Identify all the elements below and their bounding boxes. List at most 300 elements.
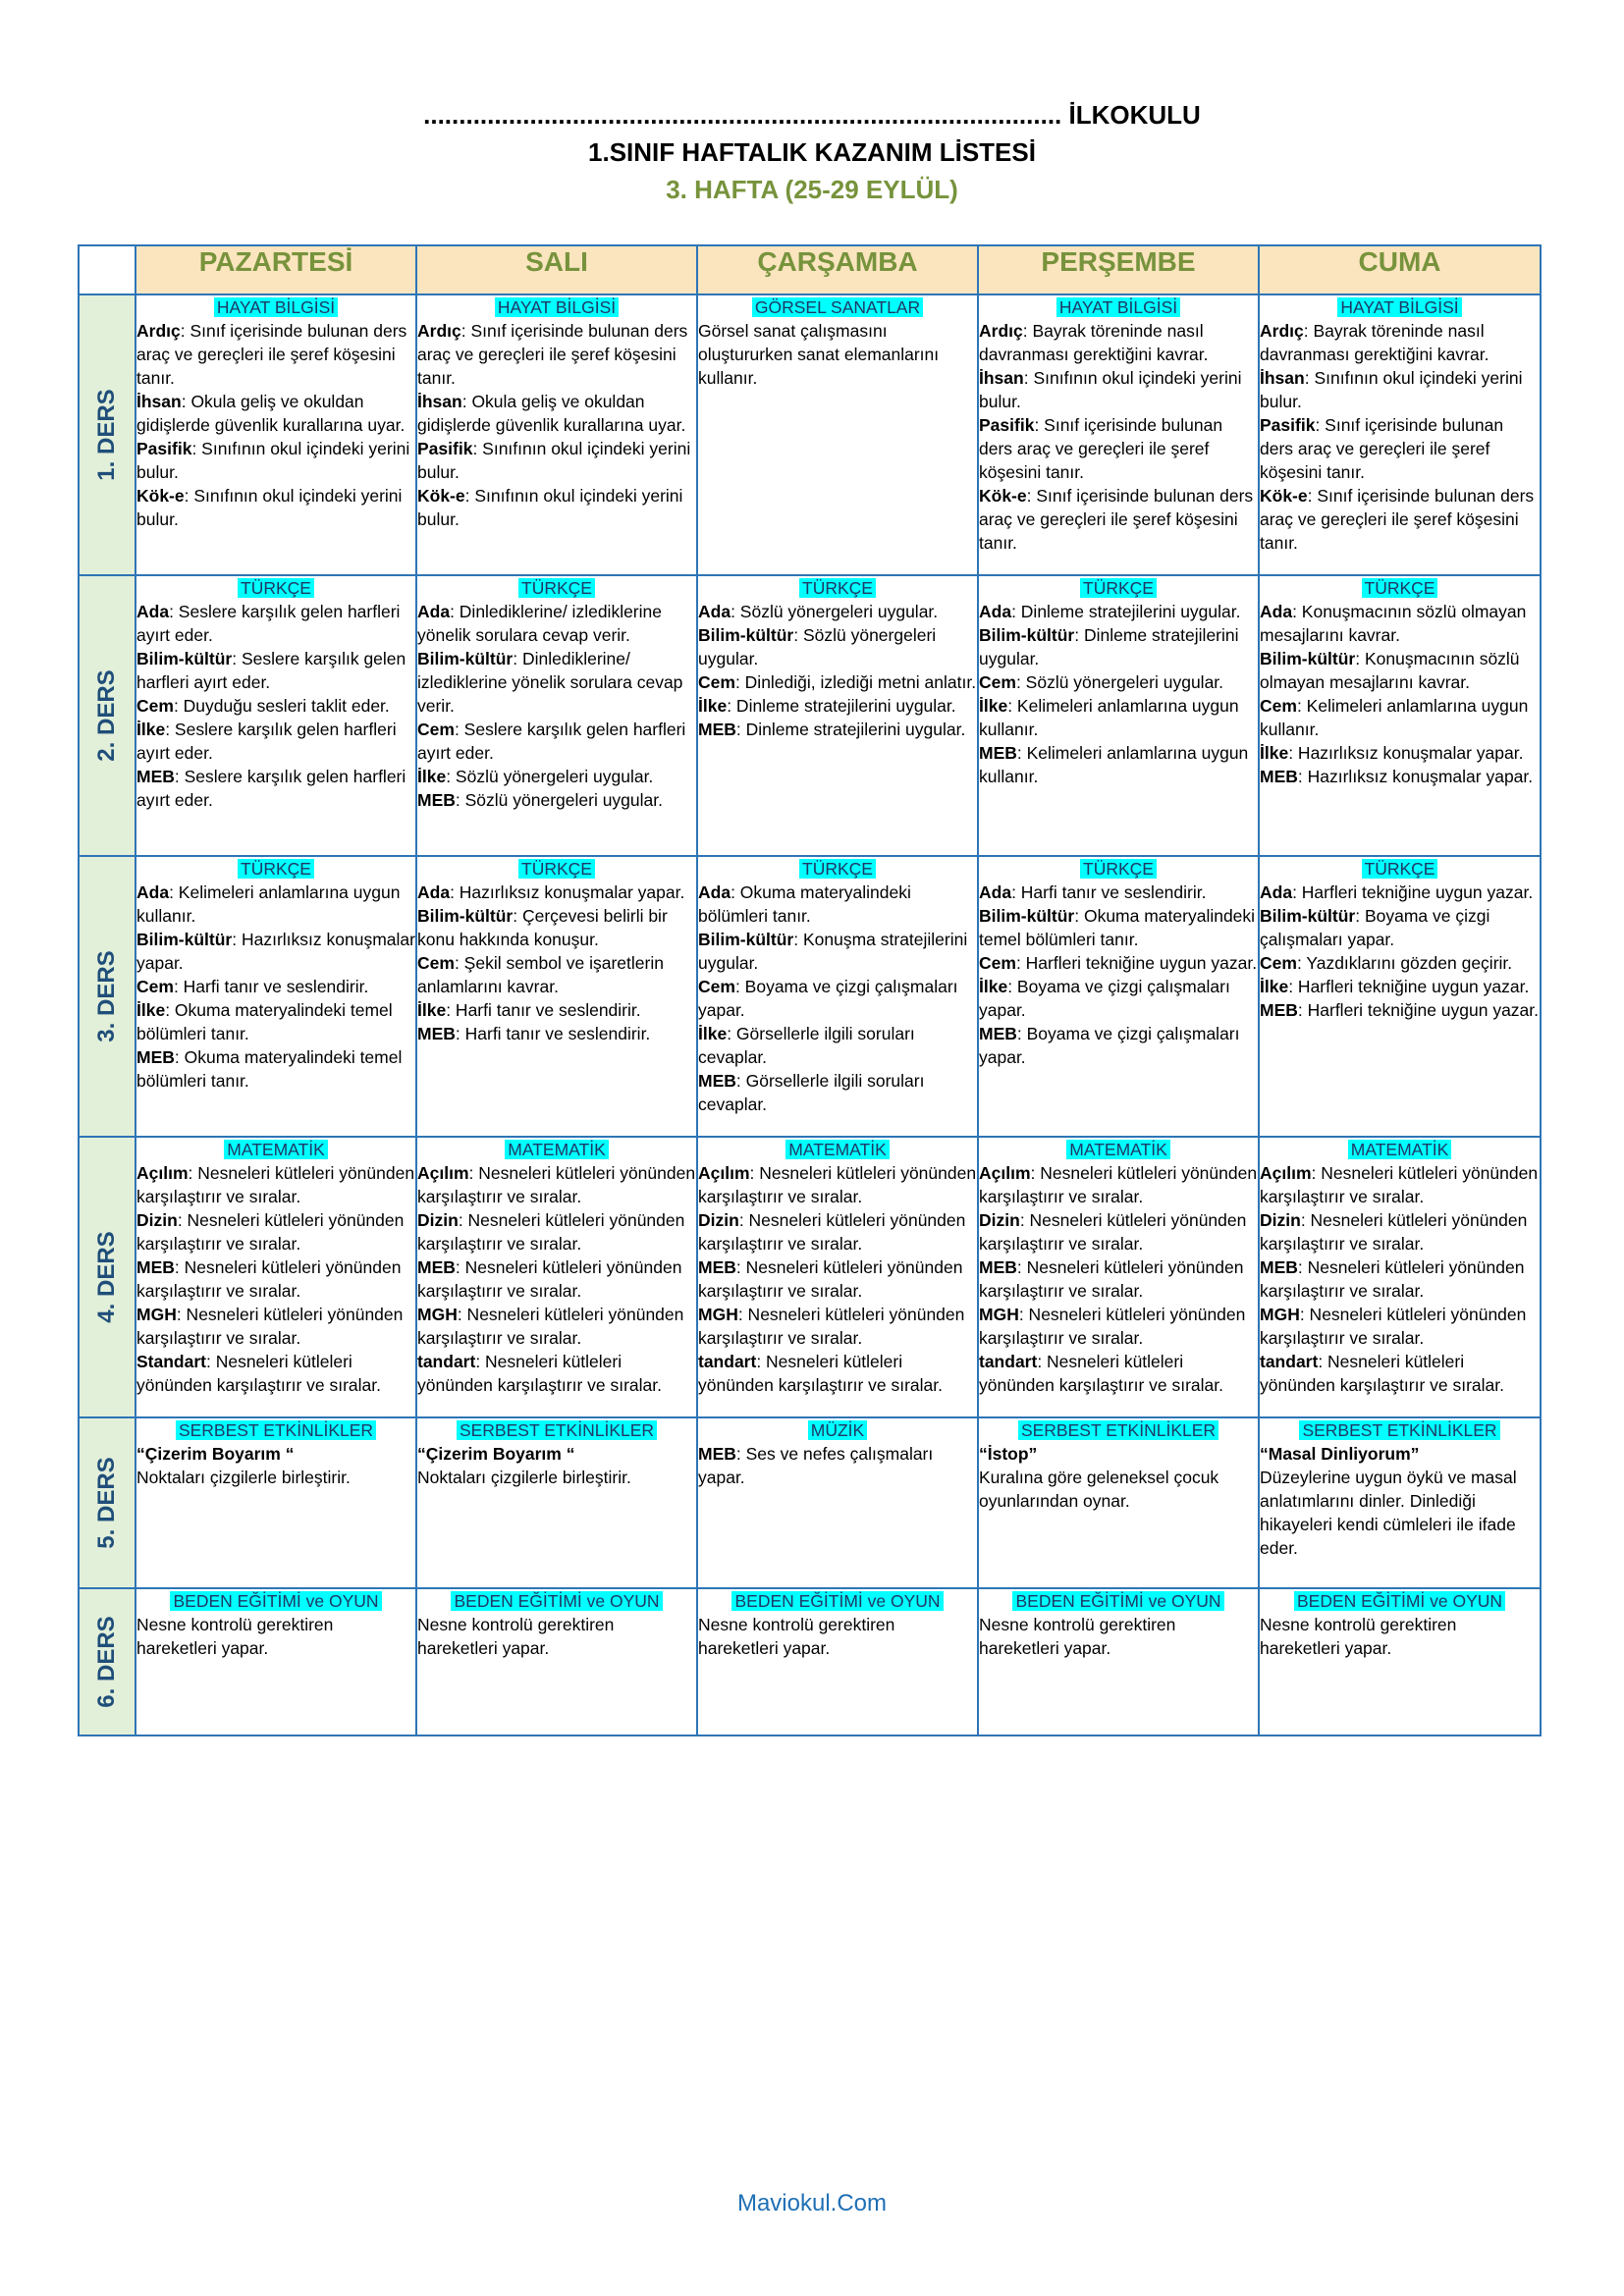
outcome-line <box>698 670 977 694</box>
outcome-line <box>136 1350 415 1397</box>
outcome-text: : Seslere karşılık gelen harfleri ayırt eder. <box>136 649 406 692</box>
day-header: ÇARŞAMBA <box>697 245 978 294</box>
outcome-line <box>979 484 1258 555</box>
school-name-blank: .......................................................................................... <box>423 100 1062 130</box>
source-name: İlke <box>136 1000 166 1020</box>
outcome-line <box>1260 1442 1540 1466</box>
subject-highlight: TÜRKÇE <box>238 578 314 598</box>
outcome-line <box>136 647 415 694</box>
source-name: Dizin <box>979 1210 1020 1230</box>
outcome-line <box>698 928 977 975</box>
outcome-text: : Kelimeleri anlamlarına uygun kullanır. <box>979 696 1239 739</box>
lesson-cell <box>135 294 416 575</box>
subject-label <box>1260 295 1540 319</box>
lesson-cell <box>416 1137 697 1417</box>
outcome-line <box>136 484 415 531</box>
outcome-line <box>1260 881 1540 904</box>
outcome-line <box>136 694 415 718</box>
subject-label <box>136 576 415 600</box>
source-name: Cem <box>417 953 455 973</box>
outcome-line <box>698 1613 977 1660</box>
lesson-cell <box>697 294 978 575</box>
outcome-line <box>417 904 696 951</box>
outcome-line <box>136 1303 415 1350</box>
outcome-text: : Nesneleri kütleleri yönünden karşılaştırır ve sıralar. <box>698 1257 963 1301</box>
source-name: MGH <box>1260 1305 1300 1324</box>
outcome-line <box>979 694 1258 741</box>
outcome-line <box>1260 366 1540 413</box>
lesson-label-cell <box>79 294 135 575</box>
outcome-line <box>979 1161 1258 1208</box>
outcome-text: : Harfi tanır ve seslendirir. <box>446 1000 641 1020</box>
lesson-cell <box>416 856 697 1137</box>
outcome-line <box>979 1255 1258 1303</box>
outcome-text: : Bayrak töreninde nasıl davranması gerektiğini kavrar. <box>1260 321 1489 364</box>
subject-highlight: TÜRKÇE <box>518 578 595 598</box>
outcome-text: : Nesneleri kütleleri yönünden karşılaştırır ve sıralar. <box>1260 1305 1527 1348</box>
source-name: İlke <box>979 696 1008 716</box>
outcome-text: : Nesneleri kütleleri yönünden karşılaştırır ve sıralar. <box>136 1210 405 1254</box>
outcome-text: Nesne kontrolü gerektiren hareketleri yapar. <box>136 1615 334 1658</box>
outcome-line <box>698 1161 977 1208</box>
source-name: tandart <box>698 1352 757 1371</box>
subject-label <box>136 1589 415 1613</box>
outcome-text: : Seslere karşılık gelen harfleri ayırt eder. <box>136 767 406 810</box>
outcome-line <box>1260 1613 1540 1660</box>
outcome-line <box>417 1022 696 1045</box>
outcome-line <box>136 998 415 1045</box>
outcome-line <box>979 975 1258 1022</box>
subject-label <box>698 1418 977 1442</box>
outcome-line <box>417 951 696 998</box>
source-name: Dizin <box>698 1210 739 1230</box>
outcome-text: : Harfleri tekniğine uygun yazar. <box>1288 977 1530 996</box>
outcome-text: Düzeylerine uygun öykü ve masal anlatımlarını dinler. Dinlediği hikayeleri kendi cümleleri ile ifade eder. <box>1260 1468 1517 1558</box>
source-name: İlke <box>417 767 447 786</box>
lesson-label-cell <box>79 1137 135 1417</box>
source-name: Cem <box>136 696 174 716</box>
source-name: Bilim-kültür <box>698 625 794 645</box>
subject-label <box>698 295 977 319</box>
outcome-text: : Hazırlıksız konuşmalar yapar. <box>1297 767 1534 786</box>
outcome-text: : Boyama ve çizgi çalışmaları yapar. <box>979 977 1230 1020</box>
source-name: “Masal Dinliyorum” <box>1260 1444 1420 1464</box>
outcome-line <box>1260 1161 1540 1208</box>
outcome-line <box>698 718 977 741</box>
source-name: Bilim-kültür <box>417 649 514 668</box>
source-name: MEB <box>136 767 175 786</box>
outcome-line <box>698 1350 977 1397</box>
outcome-text: : Çerçevesi belirli bir konu hakkında konuşur. <box>417 906 668 949</box>
outcome-line <box>979 1303 1258 1350</box>
outcome-line <box>1260 1303 1540 1350</box>
source-name: Açılım <box>417 1163 469 1183</box>
outcome-line <box>698 600 977 623</box>
outcome-line <box>136 390 415 437</box>
outcome-line <box>1260 741 1540 765</box>
lesson-cell <box>978 294 1259 575</box>
source-name: Bilim-kültür <box>417 906 514 926</box>
outcome-line <box>979 600 1258 623</box>
source-name: İhsan <box>979 368 1024 388</box>
subject-label <box>136 1138 415 1161</box>
outcome-text: : Okuma materyalindeki bölümleri tanır. <box>698 882 911 926</box>
subject-highlight: TÜRKÇE <box>1362 578 1438 598</box>
lesson-row <box>79 1588 1541 1735</box>
outcome-text: : Harfi tanır ve seslendirir. <box>1011 882 1207 902</box>
source-name: Ada <box>1260 882 1293 902</box>
outcome-text: : Boyama ve çizgi çalışmaları yapar. <box>1260 906 1490 949</box>
source-name: Bilim-kültür <box>979 906 1075 926</box>
source-name: İhsan <box>417 392 462 411</box>
source-name: Pasifik <box>136 439 192 458</box>
subject-highlight: TÜRKÇE <box>518 859 595 879</box>
source-name: MEB <box>698 1257 736 1277</box>
outcome-line <box>136 1161 415 1208</box>
outcome-text: : Harfleri tekniğine uygun yazar. <box>1015 953 1258 973</box>
source-name: İlke <box>698 1024 728 1043</box>
outcome-line <box>136 928 415 975</box>
outcome-line <box>417 1442 696 1466</box>
outcome-line <box>136 881 415 928</box>
outcome-text: Kuralına göre geleneksel çocuk oyunlarından oynar. <box>979 1468 1219 1511</box>
outcome-text: : Görsellerle ilgili soruları cevaplar. <box>698 1024 915 1067</box>
subject-highlight: SERBEST ETKİNLİKLER <box>176 1420 376 1440</box>
subject-highlight: HAYAT BİLGİSİ <box>214 297 338 317</box>
outcome-text: : Nesneleri kütleleri yönünden karşılaştırır ve sıralar. <box>417 1257 682 1301</box>
outcome-line <box>417 765 696 788</box>
subject-label <box>698 1138 977 1161</box>
outcome-text: : Nesneleri kütleleri yönünden karşılaştırır ve sıralar. <box>136 1257 402 1301</box>
outcome-line <box>417 1613 696 1660</box>
day-header: PERŞEMBE <box>978 245 1259 294</box>
source-name: “Çizerim Boyarım “ <box>417 1444 575 1464</box>
outcome-line <box>417 881 696 904</box>
source-name: İlke <box>698 696 728 716</box>
source-name: Cem <box>979 672 1016 692</box>
outcome-text: : Nesneleri kütleleri yönünden karşılaştırır ve sıralar. <box>979 1352 1223 1395</box>
footer-site: Maviokul.Com <box>736 2190 888 2216</box>
lesson-cell <box>1259 856 1541 1137</box>
source-name: Açılım <box>1260 1163 1312 1183</box>
schedule-table <box>78 244 1542 1736</box>
lesson-cell <box>978 575 1259 856</box>
outcome-text: : Okula geliş ve okuldan gidişlerde güvenlik kurallarına uyar. <box>417 392 686 435</box>
outcome-text: : Okula geliş ve okuldan gidişlerde güvenlik kurallarına uyar. <box>136 392 406 435</box>
source-name: Dizin <box>1260 1210 1301 1230</box>
outcome-text: : Harfleri tekniğine uygun yazar. <box>1297 1000 1540 1020</box>
lesson-cell <box>978 1588 1259 1735</box>
outcome-text: : Nesneleri kütleleri yönünden karşılaştırır ve sıralar. <box>136 1163 415 1206</box>
outcome-line <box>417 484 696 531</box>
source-name: MEB <box>136 1047 175 1067</box>
subject-label <box>417 1138 696 1161</box>
outcome-text: : Nesneleri kütleleri yönünden karşılaştırır ve sıralar. <box>698 1163 977 1206</box>
source-name: Ardıç <box>979 321 1023 341</box>
source-name: Dizin <box>136 1210 178 1230</box>
outcome-line <box>417 600 696 647</box>
outcome-text: : Sınıfının okul içindeki yerini bulur. <box>1260 368 1523 411</box>
outcome-line <box>136 1208 415 1255</box>
subject-label <box>1260 1418 1540 1442</box>
outcome-line <box>417 437 696 484</box>
subject-label <box>1260 576 1540 600</box>
source-name: Cem <box>417 720 455 739</box>
outcome-line <box>979 1613 1258 1660</box>
outcome-text: : Harfi tanır ve seslendirir. <box>173 977 369 996</box>
source-name: Cem <box>979 953 1016 973</box>
outcome-line <box>1260 951 1540 975</box>
outcome-line <box>1260 904 1540 951</box>
source-name: Bilim-kültür <box>698 930 794 949</box>
outcome-line <box>979 366 1258 413</box>
lesson-cell <box>1259 575 1541 856</box>
outcome-line <box>136 1442 415 1466</box>
subject-label <box>136 295 415 319</box>
outcome-line <box>417 1303 696 1350</box>
source-name: MEB <box>136 1257 175 1277</box>
outcome-text: : Nesneleri kütleleri yönünden karşılaştırır ve sıralar. <box>136 1352 381 1395</box>
subject-highlight: MATEMATİK <box>1066 1140 1170 1159</box>
lesson-cell <box>1259 1137 1541 1417</box>
outcome-text: : Sınıfının okul içindeki yerini bulur. <box>979 368 1242 411</box>
lesson-label: 4. DERS <box>93 1231 120 1323</box>
lesson-label: 6. DERS <box>93 1616 120 1708</box>
subject-highlight: TÜRKÇE <box>799 859 876 879</box>
outcome-line <box>417 1466 696 1489</box>
lesson-cell <box>697 1137 978 1417</box>
outcome-line <box>1260 413 1540 484</box>
outcome-text: : Nesneleri kütleleri yönünden karşılaştırır ve sıralar. <box>979 1210 1247 1254</box>
outcome-line <box>1260 694 1540 741</box>
outcome-text: : Boyama ve çizgi çalışmaları yapar. <box>979 1024 1240 1067</box>
source-name: İlke <box>1260 743 1289 763</box>
outcome-text: : Sınıf içerisinde bulunan ders araç ve gereçleri ile şeref köşesini tanır. <box>136 321 407 388</box>
source-name: MEB <box>698 1071 736 1091</box>
outcome-line <box>1260 1350 1540 1397</box>
outcome-line <box>698 1442 977 1489</box>
source-name: MEB <box>698 720 736 739</box>
lesson-cell <box>416 575 697 856</box>
lesson-row <box>79 1417 1541 1588</box>
source-name: Bilim-kültür <box>1260 649 1356 668</box>
subject-label <box>698 857 977 881</box>
outcome-text: : Sınıf içerisinde bulunan ders araç ve gereçleri ile şeref köşesini tanır. <box>417 321 688 388</box>
subject-highlight: MATEMATİK <box>224 1140 328 1159</box>
outcome-line <box>136 718 415 765</box>
outcome-text: : Duyduğu sesleri taklit eder. <box>173 696 390 716</box>
lesson-cell <box>416 1417 697 1588</box>
outcome-text: : Hazırlıksız konuşmalar yapar. <box>450 882 685 902</box>
outcome-text: : Sözlü yönergeleri uygular. <box>1015 672 1224 692</box>
outcome-text: : Harfi tanır ve seslendirir. <box>455 1024 651 1043</box>
outcome-line <box>417 788 696 812</box>
outcome-text: Nesne kontrolü gerektiren hareketleri yapar. <box>698 1615 895 1658</box>
outcome-text: : Nesneleri kütleleri yönünden karşılaştırır ve sıralar. <box>979 1163 1258 1206</box>
subject-label <box>979 295 1258 319</box>
source-name: Cem <box>1260 696 1297 716</box>
subject-label <box>417 857 696 881</box>
source-name: Ardıç <box>417 321 461 341</box>
outcome-line <box>1260 975 1540 998</box>
subject-label <box>979 1418 1258 1442</box>
outcome-text: : Dinlediklerine/ izlediklerine yönelik sorulara cevap verir. <box>417 649 683 716</box>
source-name: Ada <box>417 602 451 621</box>
lesson-cell <box>978 856 1259 1137</box>
outcome-text: : Nesneleri kütleleri yönünden karşılaştırır ve sıralar. <box>698 1210 966 1254</box>
source-name: Ada <box>136 882 170 902</box>
source-name: MEB <box>417 1024 456 1043</box>
subject-highlight: SERBEST ETKİNLİKLER <box>457 1420 657 1440</box>
outcome-line <box>979 904 1258 951</box>
subject-label <box>1260 857 1540 881</box>
source-name: Ada <box>1260 602 1293 621</box>
outcome-text: : Dinleme stratejilerini uygular. <box>735 720 966 739</box>
source-name: İhsan <box>136 392 182 411</box>
source-name: Ardıç <box>1260 321 1304 341</box>
outcome-text: : Nesneleri kütleleri yönünden karşılaştırır ve sıralar. <box>979 1305 1246 1348</box>
source-name: Pasifik <box>1260 415 1316 435</box>
source-name: MEB <box>979 743 1017 763</box>
week-title: 3. HAFTA (25-29 EYLÜL) <box>666 175 958 204</box>
outcome-line <box>698 1255 977 1303</box>
lesson-label-cell <box>79 575 135 856</box>
outcome-text: Noktaları çizgilerle birleştirir. <box>136 1468 351 1487</box>
subject-label <box>979 576 1258 600</box>
outcome-line <box>979 670 1258 694</box>
outcome-line <box>979 319 1258 366</box>
outcome-line <box>698 1303 977 1350</box>
outcome-text: : Kelimeleri anlamlarına uygun kullanır. <box>979 743 1249 786</box>
source-name: İlke <box>1260 977 1289 996</box>
outcome-text: : Nesneleri kütleleri yönünden karşılaştırır ve sıralar. <box>1260 1257 1525 1301</box>
source-name: tandart <box>1260 1352 1319 1371</box>
subject-label <box>417 295 696 319</box>
outcome-text: : Sınıf içerisinde bulunan ders araç ve gereçleri ile şeref köşesini tanır. <box>1260 415 1504 482</box>
outcome-line <box>136 319 415 390</box>
outcome-text: : Nesneleri kütleleri yönünden karşılaştırır ve sıralar. <box>1260 1210 1528 1254</box>
outcome-line <box>417 647 696 718</box>
outcome-text: : Boyama ve çizgi çalışmaları yapar. <box>698 977 958 1020</box>
subject-label <box>417 576 696 600</box>
outcome-text: : Şekil sembol ve işaretlerin anlamlarını kavrar. <box>417 953 664 996</box>
source-name: Ardıç <box>136 321 181 341</box>
outcome-line <box>417 319 696 390</box>
source-name: MEB <box>979 1257 1017 1277</box>
outcome-text: : Konuşma stratejilerini uygular. <box>698 930 968 973</box>
outcome-line <box>1260 765 1540 788</box>
outcome-text: : Konuşmacının sözlü olmayan mesajlarını kavrar. <box>1260 649 1520 692</box>
source-name: MGH <box>979 1305 1019 1324</box>
subject-highlight: HAYAT BİLGİSİ <box>1337 297 1461 317</box>
corner-cell <box>79 245 135 294</box>
outcome-text: : Dinleme stratejilerini uygular. <box>979 625 1239 668</box>
source-name: Ada <box>979 602 1012 621</box>
outcome-text: : Nesneleri kütleleri yönünden karşılaştırır ve sıralar. <box>1260 1163 1539 1206</box>
outcome-line <box>136 1255 415 1303</box>
outcome-text: Görsel sanat çalışmasını oluştururken sanat elemanlarını kullanır. <box>698 321 940 388</box>
lesson-cell <box>135 575 416 856</box>
lesson-cell <box>135 1417 416 1588</box>
subject-label <box>979 1589 1258 1613</box>
outcome-text: : Görsellerle ilgili soruları cevaplar. <box>698 1071 925 1114</box>
lesson-label: 2. DERS <box>93 669 120 762</box>
outcome-line <box>979 1350 1258 1397</box>
day-header-row <box>79 245 1541 294</box>
outcome-line <box>979 1442 1258 1466</box>
outcome-text: : Yazdıklarını gözden geçirir. <box>1296 953 1513 973</box>
subject-label <box>417 1418 696 1442</box>
source-name: İlke <box>979 977 1008 996</box>
subject-highlight: BEDEN EĞİTİMİ ve OYUN <box>1294 1591 1505 1611</box>
outcome-text: : Hazırlıksız konuşmalar yapar. <box>136 930 415 973</box>
subject-highlight: GÖRSEL SANATLAR <box>752 297 923 317</box>
outcome-text: : Ses ve nefes çalışmaları yapar. <box>698 1444 934 1487</box>
subject-highlight: MATEMATİK <box>1348 1140 1452 1159</box>
source-name: Cem <box>698 977 735 996</box>
lesson-cell <box>1259 1417 1541 1588</box>
outcome-text: : Nesneleri kütleleri yönünden karşılaştırır ve sıralar. <box>417 1163 696 1206</box>
source-name: İhsan <box>1260 368 1305 388</box>
source-name: MEB <box>1260 1000 1298 1020</box>
outcome-text: : Nesneleri kütleleri yönünden karşılaştırır ve sıralar. <box>1260 1352 1504 1395</box>
outcome-line <box>698 1208 977 1255</box>
subject-highlight: MATEMATİK <box>505 1140 609 1159</box>
source-name: Cem <box>1260 953 1297 973</box>
source-name: MEB <box>979 1024 1017 1043</box>
outcome-text: : Sözlü yönergeleri uygular. <box>731 602 939 621</box>
lesson-cell <box>416 294 697 575</box>
outcome-line <box>1260 484 1540 555</box>
lesson-cell <box>978 1417 1259 1588</box>
source-name: Cem <box>136 977 174 996</box>
outcome-text: : Sınıf içerisinde bulunan ders araç ve gereçleri ile şeref köşesini tanır. <box>979 486 1254 553</box>
outcome-text: Nesne kontrolü gerektiren hareketleri yapar. <box>1260 1615 1457 1658</box>
subject-highlight: SERBEST ETKİNLİKLER <box>1299 1420 1499 1440</box>
subject-highlight: TÜRKÇE <box>1080 578 1157 598</box>
day-header: CUMA <box>1259 245 1541 294</box>
subject-highlight: MÜZİK <box>808 1420 867 1440</box>
outcome-line <box>1260 998 1540 1022</box>
outcome-line <box>1260 600 1540 647</box>
outcome-text: : Okuma materyalindeki temel bölümleri tanır. <box>136 1047 403 1091</box>
outcome-text: : Hazırlıksız konuşmalar yapar. <box>1288 743 1524 763</box>
outcome-line <box>136 975 415 998</box>
lesson-label: 5. DERS <box>93 1457 120 1549</box>
outcome-line <box>417 1161 696 1208</box>
subject-highlight: BEDEN EĞİTİMİ ve OYUN <box>451 1591 662 1611</box>
outcome-line <box>698 1069 977 1116</box>
source-name: Bilim-kültür <box>136 649 233 668</box>
outcome-line <box>136 600 415 647</box>
outcome-line <box>417 1255 696 1303</box>
outcome-text: : Nesneleri kütleleri yönünden karşılaştırır ve sıralar. <box>698 1352 943 1395</box>
source-name: Ada <box>979 882 1012 902</box>
outcome-text: : Sözlü yönergeleri uygular. <box>446 767 654 786</box>
outcome-text: : Dinlediği, izlediği metni anlatır. <box>734 672 977 692</box>
subject-label <box>1260 1138 1540 1161</box>
outcome-line <box>1260 1208 1540 1255</box>
outcome-text: : Sözlü yönergeleri uygular. <box>455 790 663 810</box>
subject-highlight: TÜRKÇE <box>238 859 314 879</box>
source-name: Açılım <box>698 1163 750 1183</box>
source-name: “İstop” <box>979 1444 1038 1464</box>
outcome-line <box>136 437 415 484</box>
outcome-text: Nesne kontrolü gerektiren hareketleri yapar. <box>979 1615 1176 1658</box>
outcome-text: : Sınıfının okul içindeki yerini bulur. <box>417 486 683 529</box>
outcome-text: : Sınıf içerisinde bulunan ders araç ve gereçleri ile şeref köşesini tanır. <box>1260 486 1535 553</box>
subject-label <box>698 576 977 600</box>
